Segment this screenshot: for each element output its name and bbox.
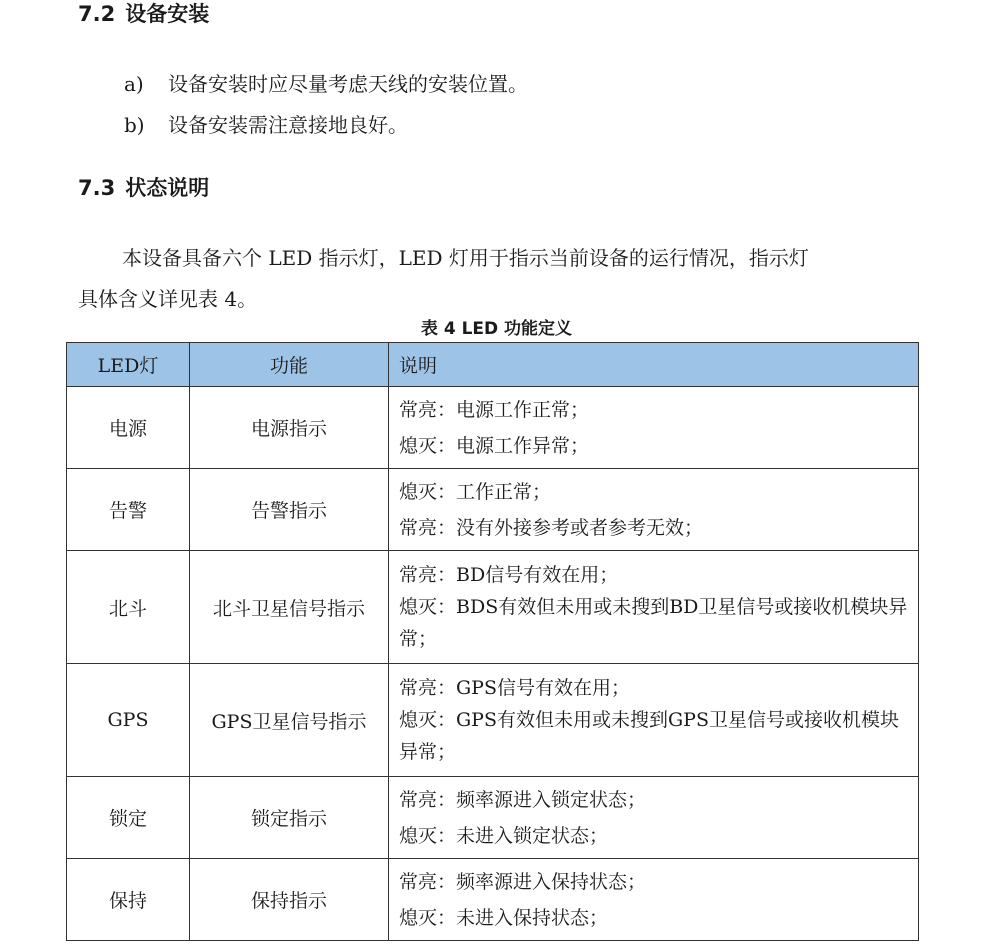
table-row <box>67 387 919 469</box>
section-heading-7-3 <box>78 174 209 202</box>
cell-function: GPS卫星信号指示 <box>190 664 389 777</box>
table-row <box>67 469 919 551</box>
cell-led: 电源 <box>67 387 190 469</box>
table-row <box>67 859 919 941</box>
cell-description <box>389 551 919 664</box>
cell-function: 保持指示 <box>190 859 389 941</box>
cell-led: 保持 <box>67 859 190 941</box>
cell-led: 锁定 <box>67 777 190 859</box>
section-number: 7.3 <box>78 176 116 200</box>
cell-led: GPS <box>67 664 190 777</box>
description-line: 常亮：没有外接参考或者参考无效； <box>399 516 704 539</box>
description-line: 常亮：GPS信号有效在用； <box>399 677 630 699</box>
section-title: 设备安装 <box>125 2 210 26</box>
section-number: 7.2 <box>78 2 116 26</box>
table-row <box>67 664 919 777</box>
table-row <box>67 551 919 664</box>
list-item <box>124 111 408 139</box>
description-line: 熄灭：工作正常； <box>399 480 552 503</box>
list-item <box>124 70 528 98</box>
cell-function: 告警指示 <box>190 469 389 551</box>
cell-function: 电源指示 <box>190 387 389 469</box>
cell-description <box>389 859 919 941</box>
list-marker: b) <box>124 113 145 137</box>
description-line: 常亮：频率源进入保持状态； <box>399 870 647 893</box>
description-line: 熄灭：BDS有效但未用或未搜到BD卫星信号或接收机模块异常； <box>399 596 908 650</box>
section-heading-7-2 <box>78 0 209 28</box>
description-line: 熄灭：GPS有效但未用或未搜到GPS卫星信号或接收机模块异常； <box>399 709 899 763</box>
list-item-text: 设备安装时应尽量考虑天线的安装位置。 <box>168 72 528 96</box>
table-row <box>67 777 919 859</box>
table-header-row <box>67 343 919 387</box>
description-line: 常亮：频率源进入锁定状态； <box>399 788 647 811</box>
cell-description <box>389 777 919 859</box>
cell-led: 告警 <box>67 469 190 551</box>
cell-description <box>389 387 919 469</box>
list-item-text: 设备安装需注意接地良好。 <box>168 113 408 137</box>
table-caption: 表 4 LED 功能定义 <box>420 319 573 339</box>
led-function-table <box>66 342 919 941</box>
cell-function: 北斗卫星信号指示 <box>190 551 389 664</box>
header-led: LED灯 <box>67 343 190 387</box>
cell-description <box>389 664 919 777</box>
header-function: 功能 <box>190 343 389 387</box>
cell-led: 北斗 <box>67 551 190 664</box>
section-title: 状态说明 <box>125 176 210 200</box>
description-line: 常亮：电源工作正常； <box>399 398 590 421</box>
header-description: 说明 <box>389 343 919 387</box>
description-line: 熄灭：未进入保持状态； <box>399 906 609 929</box>
list-marker: a) <box>124 72 144 96</box>
description-line: 熄灭：电源工作异常； <box>399 434 590 457</box>
cell-description <box>389 469 919 551</box>
description-line: 熄灭：未进入锁定状态； <box>399 824 609 847</box>
paragraph-line: 具体含义详见表 4。 <box>78 287 258 311</box>
paragraph-line: 本设备具备六个 LED 指示灯，LED 灯用于指示当前设备的运行情况，指示灯 <box>122 246 809 270</box>
description-line: 常亮：BD信号有效在用； <box>399 564 619 586</box>
cell-function: 锁定指示 <box>190 777 389 859</box>
